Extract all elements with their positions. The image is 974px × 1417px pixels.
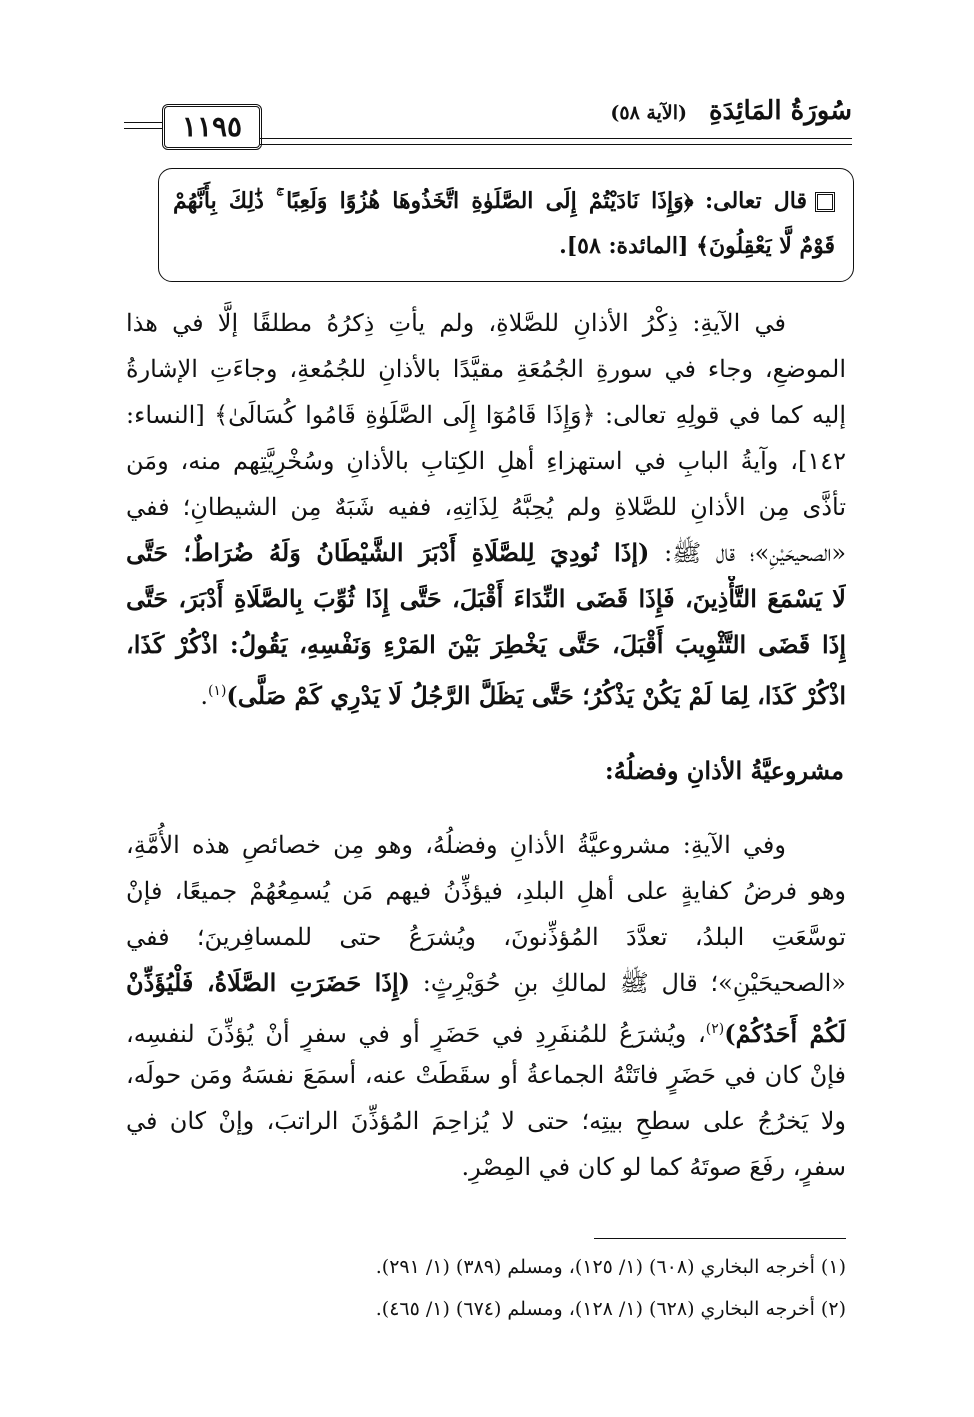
text-line: الموضعِ، وجاء في سورةِ الجُمُعَةِ مقيَّدًا بالأذانِ للجُمُعةِ، وجاءَتِ الإشارةُ: [126, 355, 846, 383]
text-line: وفي الآيةِ: مشروعيَّةُ الأذانِ وفضلُهُ، وهو مِن خصائصِ هذه الأُمَّةِ،: [126, 831, 786, 859]
running-header: [124, 92, 852, 154]
hadith-text: اذْكُرْ كَذَا، لِمَا لَمْ يَكُنْ يَذْكُرُ؛ حَتَّى يَظَلَّ الرَّجُلُ لَا يَدْرِي كَمْ صَلَّى): [226, 681, 846, 710]
footnote-marker: (١): [207, 683, 227, 699]
header-rule: [260, 138, 852, 139]
text-line: [126, 1006, 846, 1052]
verse-line: قَوْمٌ لَّا يَعْقِلُونَ﴾ [المائدة: ٥٨].: [559, 233, 835, 259]
text-line: إليه كما في قولِهِ تعالى: ﴿وَإِذَا قَامُوٓا إِلَى الصَّلَوٰةِ قَامُوا كُسَالَىٰ﴾ [النساء:: [126, 401, 846, 429]
source-ref: «الصحيحَيْنِ»؛ قال ﷺ:: [664, 539, 846, 567]
text-line: فإنْ كان في حَضَرٍ فاتَتْهُ الجماعةُ أو سقَطَتْ عنه، أسمَعَ نفسَهُ ومَن حولَه،: [126, 1061, 846, 1089]
footnote: (٢) أخرجه البخاري (٦٢٨) (١/ ١٢٨)، ومسلم (٦٧٤) (١/ ٤٦٥).: [375, 1298, 846, 1320]
verse-box: [158, 168, 854, 282]
paragraph-2: [126, 822, 846, 1190]
hadith-text: (إذَا نُودِيَ لِلصَّلَاةِ أَدْبَرَ الشَّيْطَانُ وَلَهُ ضُرَاطٌ؛ حَتَّى: [126, 538, 650, 567]
footnote: (١) أخرجه البخاري (٦٠٨) (١/ ١٢٥)، ومسلم (٣٨٩) (١/ ٢٩١).: [375, 1256, 846, 1278]
text-line: [126, 530, 846, 576]
header-rule: [260, 144, 852, 145]
text-line: ١٤٢]، وآيةُ البابِ في استهزاءِ أهلِ الكِتابِ بالأذانِ وسُخْرِيَّتِهم منه، ومَن: [126, 447, 846, 475]
page-number: ١١٩٥: [162, 104, 262, 150]
paragraph-1: [126, 300, 846, 714]
section-heading: مشروعيَّةُ الأذانِ وفضلُهُ:: [604, 756, 844, 785]
hadith-line: [126, 668, 846, 714]
footnotes: [126, 1246, 846, 1330]
header-rule: [124, 122, 162, 123]
hadith-text: لَكُمْ أَحَدُكُمْ): [724, 1019, 846, 1048]
footnote-rule: [594, 1238, 846, 1239]
text-line: توسَّعَتِ البلدُ، تعدَّدَ المُؤذِّنونَ، ويُشرَعُ حتى للمسافِرينَ؛ ففي: [126, 923, 846, 951]
surah-title: سُورَةُ المَائِدَةِ: [708, 96, 852, 126]
hadith-line: لَا يَسْمَعَ التَّأْذِينَ، فَإِذَا قَضَى النِّدَاءَ أَقْبَلَ، حَتَّى إِذَا ثُوِّبَ بِالصَّلَاةِ أَدْبَرَ، حَتَّى: [126, 584, 846, 613]
hadith-text: (إِذَا حَضَرَتِ الصَّلَاةُ، فَلْيُؤَذِّنْ: [126, 968, 411, 997]
text-line: وهو فرضُ كفايةٍ على أهلِ البلدِ، فيؤذِّنُ فيهم مَن يُسمِعُهُمْ جميعًا، فإنْ: [126, 877, 846, 905]
verse-text: ﴿وَإِذَا نَادَيْتُمْ إِلَى الصَّلَوٰةِ اتَّخَذُوهَا هُزُوًا وَلَعِبًا ۚ ذَٰلِكَ بِأَنَّهُمْ: [173, 188, 694, 214]
text-line: [126, 960, 846, 1006]
text-end: .: [200, 682, 208, 710]
text-line: ولا يَخرُجُ على سطحِ بيتِه؛ حتى لا يُزاحِمَ المُؤذِّنَ الراتبَ، وإنْ كان في: [126, 1107, 846, 1135]
text-line: في الآيةِ: ذِكْرُ الأذانِ للصَّلاةِ، ولم يأتِ ذِكرُهُ مطلقًا إلَّا في هذا: [126, 309, 786, 337]
verse-reference: (الآية ٥٨): [610, 102, 687, 124]
source-ref: «الصحيحَيْنِ»؛ قال ﷺ لمالكِ بنِ حُوَيْرِثٍ:: [422, 969, 846, 997]
ornament-icon: [815, 192, 835, 212]
hadith-line: إِذَا قَضَى التَّثْوِيبَ أَقْبَلَ، حَتَّى يَخْطِرَ بَيْنَ المَرْءِ وَنَفْسِهِ، يَقُولُ: اذْكُرْ كَذَا،: [126, 630, 846, 659]
footnote-marker: (٢): [705, 1021, 725, 1037]
header-rule: [124, 128, 162, 129]
text-line: تأذَّى مِن الأذانِ للصَّلاةِ ولم يُحِبَّهُ لِذَاتِهِ، ففيه شَبَهٌ مِن الشيطانِ؛ ففي: [126, 493, 846, 521]
text-run: ، ويُشرَعُ للمُنفَرِدِ في حَضَرٍ أو في سفرٍ أنْ يُؤذِّنَ لنفسِه،: [126, 1020, 706, 1048]
verse-line: [173, 179, 835, 224]
text-line: سفرٍ، رفَعَ صوتَهُ كما لو كان في المِصْرِ.: [461, 1153, 846, 1181]
verse-lead: قال تعالى:: [705, 188, 807, 214]
